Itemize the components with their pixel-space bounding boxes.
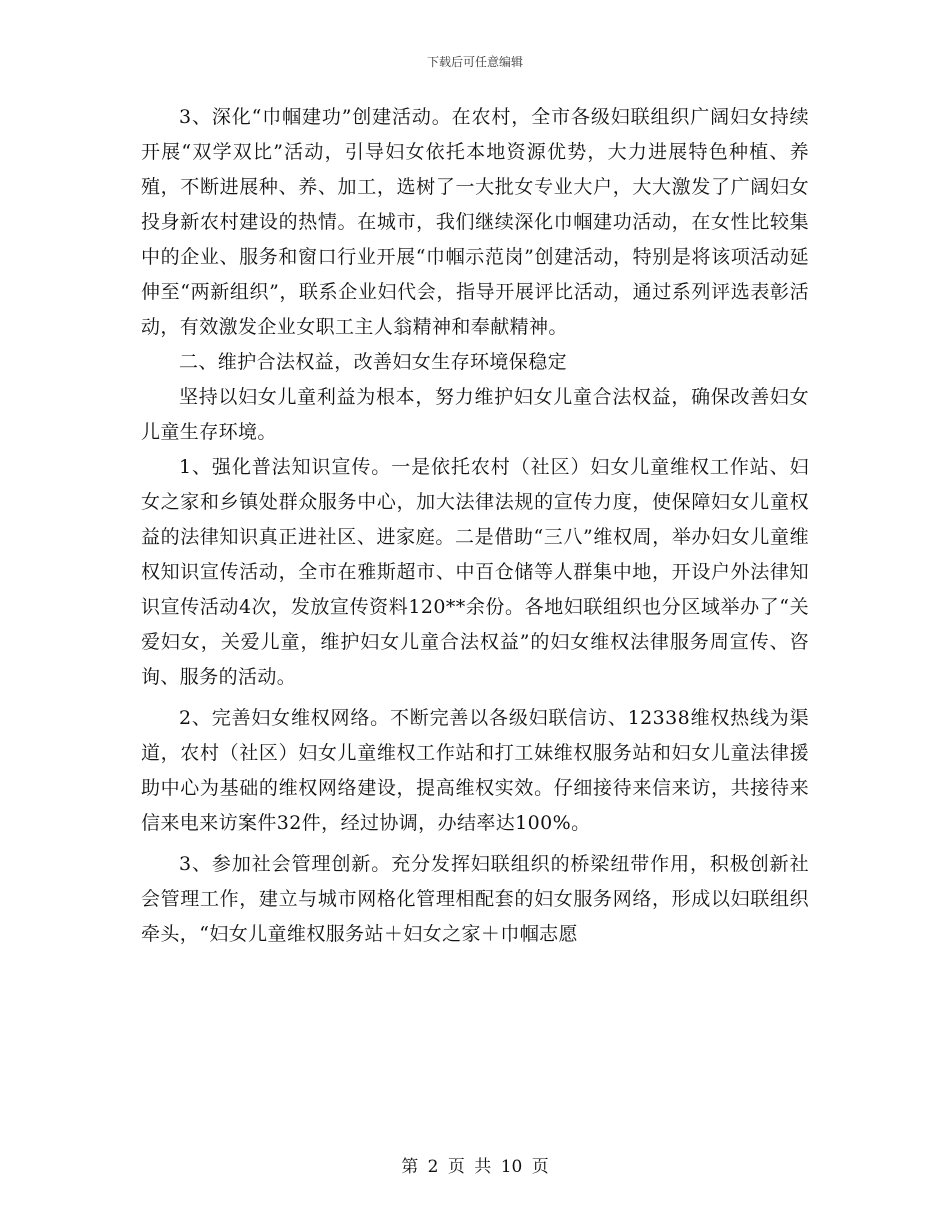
page-number-footer: 第 2 页 共 10 页 — [401, 1157, 549, 1177]
paragraph-social-management: 3、参加社会管理创新。充分发挥妇联组织的桥梁纽带作用，积极创新社会管理工作，建立与城市网格化管理相配套的妇女服务网络，形成以妇联组织牵头，“妇女儿童维权服务站＋妇女之家＋巾帼志愿 — [141, 853, 809, 945]
paragraph-rights-network: 2、完善妇女维权网络。不断完善以各级妇联信访、12338维权热线为渠道，农村（社区）妇女儿童维权工作站和打工妹维权服务站和妇女儿童法律援助中心为基础的维权网络建设，提高维权实效。仔细接待来信来访，共接待来信来电来访案件32件，经过协调，办结率达100%。 — [141, 707, 809, 834]
document-body — [141, 100, 809, 952]
paragraph-rights-intro: 坚持以妇女儿童利益为根本，努力维护妇女儿童合法权益，确保改善妇女儿童生存环境。 — [141, 386, 809, 443]
paragraph-legal-publicity: 1、强化普法知识宣传。一是依托农村（社区）妇女儿童维权工作站、妇女之家和乡镇处群众服务中心，加大法律法规的宣传力度，使保障妇女儿童权益的法律知识真正进社区、进家庭。二是借助“三八”维权周，举办妇女儿童维权知识宣传活动，全市在雅斯超市、中百仓储等人群集中地，开设户外法律知识宣传活动4次，发放宣传资料120**余份。各地妇联组织也分区域举办了“关爱妇女，关爱儿童，维护妇女儿童合法权益”的妇女维权法律服务周宣传、咨询、服务的活动。 — [141, 456, 809, 688]
section-heading-rights: 二、维护合法权益，改善妇女生存环境保稳定 — [179, 351, 568, 373]
page-header: 下载后可任意编辑 — [426, 55, 523, 69]
paragraph-jinguo-jiangong: 3、深化“巾帼建功”创建活动。在农村，全市各级妇联组织广阔妇女持续开展“双学双比”活动，引导妇女依托本地资源优势，大力进展特色种植、养殖，不断进展种、养、加工，选树了一大批女专业大户，大大激发了广阔妇女投身新农村建设的热情。在城市，我们继续深化巾帼建功活动，在女性比较集中的企业、服务和窗口行业开展“巾帼示范岗”创建活动，特别是将该项活动延伸至“两新组织”，联系企业妇代会，指导开展评比活动，通过系列评选表彰活动，有效激发企业女职工主人翁精神和奉献精神。 — [141, 106, 809, 338]
